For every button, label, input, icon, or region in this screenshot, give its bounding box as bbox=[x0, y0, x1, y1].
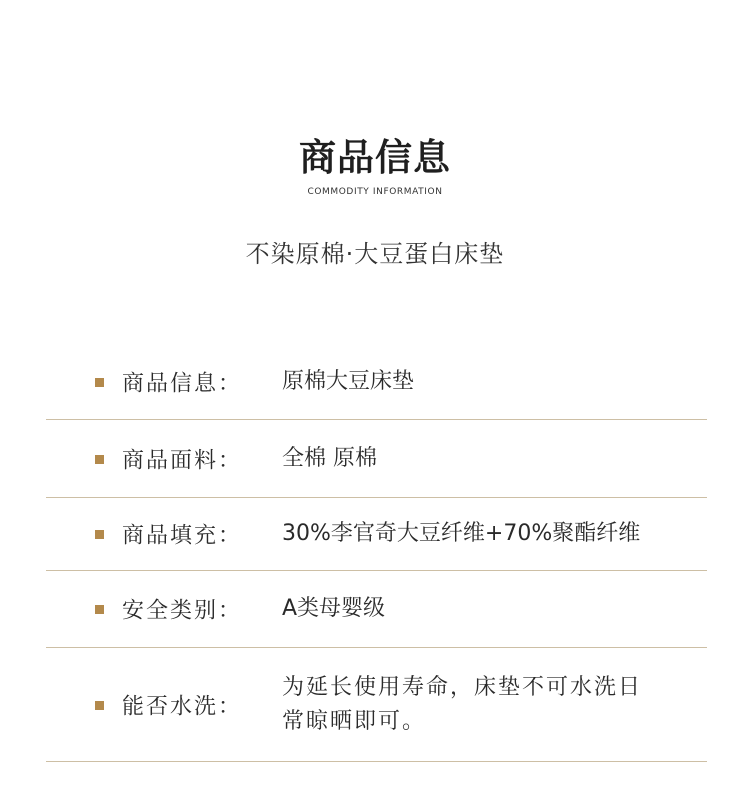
spec-row-fabric bbox=[46, 420, 707, 498]
spec-value: 全棉 原棉 bbox=[282, 445, 377, 471]
square-bullet-icon bbox=[95, 605, 104, 614]
section-subtitle-english: COMMODITY INFORMATION bbox=[307, 187, 443, 197]
square-bullet-icon bbox=[95, 530, 104, 539]
section-header bbox=[0, 134, 750, 198]
square-bullet-icon bbox=[95, 455, 104, 464]
spec-table bbox=[46, 345, 707, 762]
spec-label: 商品信息： bbox=[122, 371, 243, 397]
spec-value: 原棉大豆床垫 bbox=[282, 369, 415, 394]
section-title: 商品信息 bbox=[299, 136, 451, 179]
spec-row-product-info bbox=[46, 345, 707, 420]
spec-label: 商品填充： bbox=[122, 523, 243, 549]
product-title: 不染原棉·大豆蛋白床垫 bbox=[245, 240, 505, 268]
spec-label: 商品面料： bbox=[122, 448, 243, 473]
spec-row-safety-class bbox=[46, 571, 707, 648]
spec-value: 为延长使用寿命，床垫不可水洗日常晾晒即可。 bbox=[282, 674, 643, 734]
spec-label: 安全类别： bbox=[122, 598, 243, 624]
spec-value: A类母婴级 bbox=[282, 596, 386, 621]
square-bullet-icon bbox=[95, 701, 104, 710]
spec-row-washable bbox=[46, 648, 707, 762]
spec-value: 30%李官奇大豆纤维+70%聚酯纤维 bbox=[282, 521, 641, 546]
spec-label: 能否水洗： bbox=[122, 694, 243, 719]
spec-row-filling bbox=[46, 498, 707, 571]
square-bullet-icon bbox=[95, 378, 104, 387]
